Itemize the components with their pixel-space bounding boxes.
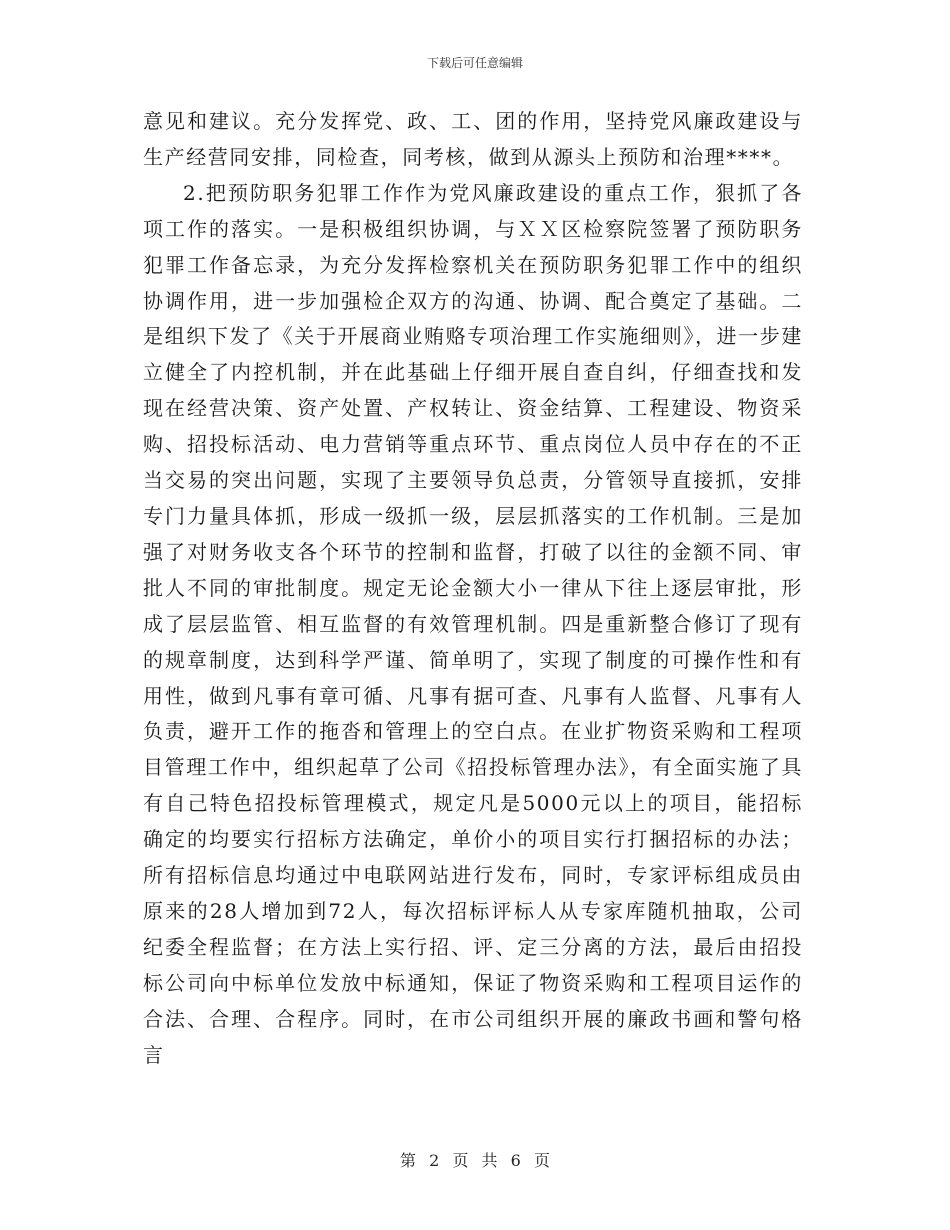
footer-total-unit: 页 (533, 1151, 550, 1170)
page-footer (0, 1148, 950, 1171)
footer-page-unit: 页 (452, 1151, 469, 1170)
page-header (0, 54, 950, 71)
footer-total-prefix: 共 (481, 1151, 498, 1170)
header-note: 下载后可任意编辑 (426, 56, 523, 70)
current-page-number: 2 (429, 1151, 440, 1170)
document-body (143, 104, 803, 1073)
footer-prefix: 第 (400, 1151, 417, 1170)
paragraph-continued: 意见和建议。充分发挥党、政、工、团的作用，坚持党风廉政建设与生产经营同安排，同检查，同考核，做到从源头上预防和治理****。 (143, 109, 803, 169)
total-page-count: 6 (510, 1151, 521, 1170)
paragraph-item-2: 2.把预防职务犯罪工作作为党风廉政建设的重点工作，狠抓了各项工作的落实。一是积极组织协调，与ＸＸ区检察院签署了预防职务犯罪工作备忘录，为充分发挥检察机关在预防职务犯罪工作中的组织协调作用，进一步加强检企双方的沟通、协调、配合奠定了基础。二是组织下发了《关于开展商业贿赂专项治理工作实施细则》，进一步建立健全了内控机制，并在此基础上仔细开展自查自纠，仔细查找和发现在经营决策、资产处置、产权转让、资金结算、工程建设、物资采购、招投标活动、电力营销等重点环节、重点岗位人员中存在的不正当交易的突出问题，实现了主要领导负总责，分管领导直接抓，安排专门力量具体抓，形成一级抓一级，层层抓落实的工作机制。三是加强了对财务收支各个环节的控制和监督，打破了以往的金额不同、审批人不同的审批制度。规定无论金额大小一律从下往上逐层审批，形成了层层监管、相互监督的有效管理机制。四是重新整合修订了现有的规章制度，达到科学严谨、简单明了，实现了制度的可操作性和有用性，做到凡事有章可循、凡事有据可查、凡事有人监督、凡事有人负责，避开工作的拖沓和管理上的空白点。在业扩物资采购和工程项目管理工作中，组织起草了公司《招投标管理办法》，有全面实施了具有自己特色招投标管理模式，规定凡是5000元以上的项目，能招标确定的均要实行招标方法确定，单价小的项目实行打捆招标的办法；所有招标信息均通过中电联网站进行发布，同时，专家评标组成员由原来的28人增加到72人，每次招标评标人从专家库随机抽取，公司纪委全程监督；在方法上实行招、评、定三分离的方法，最后由招投标公司向中标单位发放中标通知，保证了物资采购和工程项目运作的合法、合理、合程序。同时，在市公司组织开展的廉政书画和警句格言 (143, 180, 803, 1067)
